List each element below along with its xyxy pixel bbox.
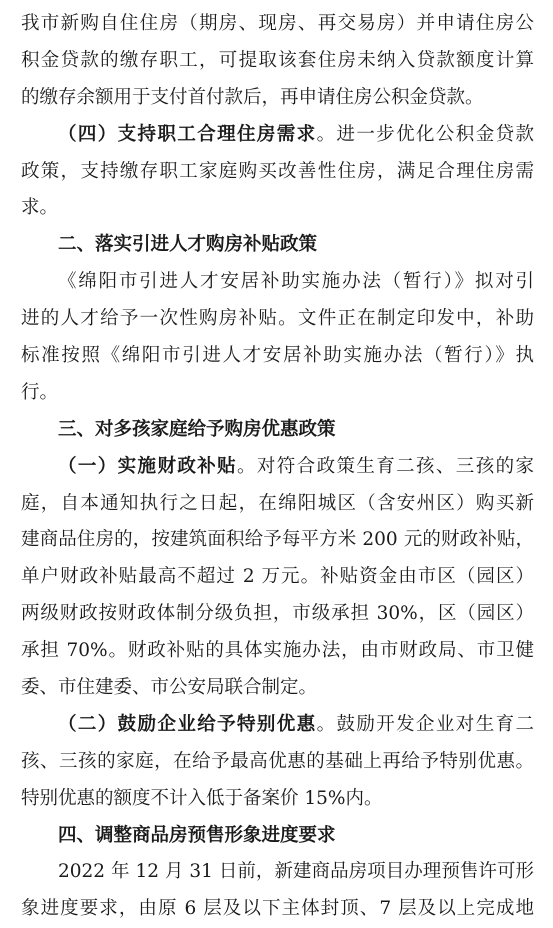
body-line: 单户财政补贴最高不超过 2 万元。补贴资金由市区（园区） (21, 566, 534, 588)
body-line: 孩、三孩的家庭，在给予最高优惠的基础上再给予特别优惠。 (21, 750, 534, 772)
body-line: 进的人才给予一次性购房补贴。文件正在制定印发中，补助 (21, 308, 534, 330)
section-heading: 二、落实引进人才购房补贴政策 (58, 234, 318, 256)
body-line: 标准按照《绵阳市引进人才安居补助实施办法（暂行）》执 (21, 345, 534, 367)
body-line (21, 707, 534, 744)
line-text: 。进一步优化公积金贷款 (316, 123, 534, 145)
body-line: 的缴存余额用于支付首付款后，再申请住房公积金贷款。 (21, 86, 484, 108)
bold-lead: （一）实施财政补贴 (58, 455, 238, 477)
body-line: 建商品住房的，按建筑面积给予每平方米 200 元的财政补贴， (21, 529, 534, 551)
body-line: 特别优惠的额度不计入低于备案价 15%内。 (21, 787, 383, 809)
line-text: 。对符合政策生育二孩、三孩的家 (237, 455, 534, 477)
body-line: 政策，支持缴存职工家庭购买改善性住房，满足合理住房需 (21, 160, 534, 182)
body-line: 求。 (21, 197, 59, 219)
bold-lead: （四）支持职工合理住房需求 (58, 123, 317, 145)
section-heading: 三、对多孩家庭给予购房优惠政策 (58, 418, 336, 440)
body-line: 我市新购自住住房（期房、现房、再交易房）并申请住房公 (21, 13, 534, 34)
body-line (21, 117, 534, 154)
line-text: 。鼓励开发企业对生育二 (316, 713, 534, 735)
body-line: 两级财政按财政体制分级负担，市级承担 30%，区（园区） (21, 603, 534, 625)
body-line: 象进度要求，由原 6 层及以下主体封顶、7 层及以上完成地 (21, 898, 534, 920)
body-line: 行。 (21, 381, 59, 403)
body-line: 积金贷款的缴存职工，可提取该套住房未纳入贷款额度计算 (21, 49, 534, 71)
body-line: 庭，自本通知执行之日起，在绵阳城区（含安州区）购买新 (21, 492, 534, 514)
bold-lead: （二）鼓励企业给予特别优惠 (58, 713, 317, 735)
section-heading: 四、调整商品房预售形象进度要求 (58, 824, 336, 846)
body-line: 承担 70%。财政补贴的具体实施办法，由市财政局、市卫健 (21, 640, 534, 662)
body-line: 2022 年 12 月 31 日前，新建商品房项目办理预售许可形 (58, 861, 534, 883)
body-line: 委、市住建委、市公安局联合制定。 (21, 677, 318, 699)
body-line (21, 449, 534, 486)
body-line: 《绵阳市引进人才安居补助实施办法（暂行）》拟对引 (58, 271, 534, 293)
